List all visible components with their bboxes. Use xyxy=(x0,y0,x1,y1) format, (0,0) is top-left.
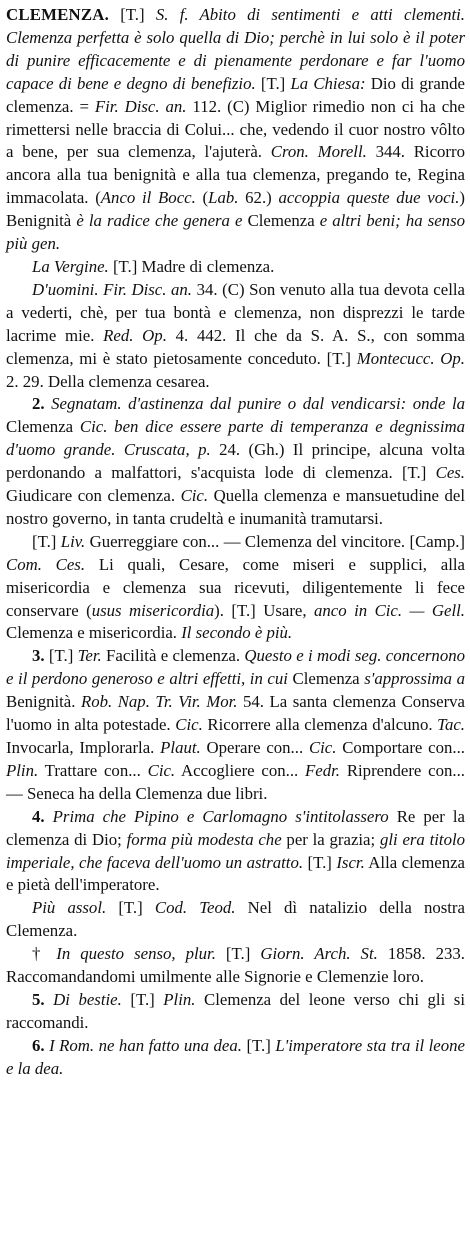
text-segment: 62.) xyxy=(238,188,279,208)
headword: CLEMENZA. xyxy=(6,5,109,24)
text-segment: [T.] xyxy=(120,5,156,24)
text-segment: [T.] xyxy=(215,944,261,964)
sense-number: 3. xyxy=(32,646,49,666)
text-segment: Guerreggiare con... — Clemenza del vincitore. [Camp.] xyxy=(85,531,465,551)
italic-segment: La Vergine. xyxy=(32,256,109,276)
text-segment: Nel dì natalizio della nostra Clemenza. xyxy=(6,898,465,941)
italic-segment: gli era titolo imperiale, che faceva dell'uomo un astratto. xyxy=(6,829,466,872)
text-segment: [T.] xyxy=(255,73,291,93)
italic-segment: accoppia queste due voci. xyxy=(278,188,460,208)
italic-segment: Plaut. xyxy=(160,738,201,757)
italic-segment: Montecucc. Op. xyxy=(356,348,465,368)
italic-segment: Red. Op. xyxy=(103,325,167,345)
text-segment: Clemenza xyxy=(287,669,365,689)
sense-number: 2. xyxy=(32,394,52,414)
text-segment: Facilità e clemenza. xyxy=(101,646,245,666)
text-segment: ). [T.] Usare, xyxy=(214,600,314,620)
text-segment: 4. 442. Il che da S. A. S., con somma clemenza, mi è stato pietosamente conceduto. [T.] xyxy=(6,325,465,368)
italic-segment: Cic. xyxy=(308,738,337,757)
italic-segment: usus misericordia xyxy=(91,600,215,620)
italic-segment: I Rom. ne han fatto una dea. xyxy=(49,1035,242,1055)
entry-paragraph-vergine xyxy=(6,256,465,279)
italic-segment: è la radice che genera e xyxy=(76,211,243,231)
entry-paragraph-definition xyxy=(6,4,465,256)
text-segment: 2. 29. Della clemenza cesarea. xyxy=(6,371,210,391)
italic-segment: Ces. xyxy=(435,463,465,483)
text-segment: Trattare con... xyxy=(38,760,148,780)
text-segment: Giudicare con clemenza. xyxy=(6,486,181,506)
text-segment: Ricorrere alla clemenza d'alcuno. xyxy=(202,715,438,735)
italic-segment: Plin. xyxy=(6,760,39,780)
text-segment: Riprendere con... — Seneca ha della Clemenza due libri. xyxy=(6,760,465,803)
text-segment: Operare con... xyxy=(200,738,309,757)
text-segment: ) Benignità xyxy=(6,188,465,231)
italic-segment: D'uomini. Fir. Disc. an. xyxy=(32,279,192,299)
text-segment: [T.] xyxy=(48,646,78,666)
sense-number: 6. xyxy=(32,1035,50,1055)
text-segment: Alla clemenza e pietà dell'imperatore. xyxy=(6,852,465,895)
italic-segment: Giorn. Arch. St. xyxy=(260,944,378,964)
italic-segment: Di bestie. xyxy=(53,989,122,1009)
text-segment: 54. La santa clemenza Conserva l'uomo in alta potestade. xyxy=(6,692,465,735)
text-segment: † xyxy=(32,944,57,964)
entry-paragraph-uomini xyxy=(6,279,465,394)
text-segment: Comportare con... xyxy=(336,738,465,757)
italic-segment: s'approssima a xyxy=(364,669,465,689)
italic-segment: e altri beni; ha senso più gen. xyxy=(6,211,465,254)
italic-segment: Rob. Nap. Tr. Vir. Mor. xyxy=(80,692,238,712)
entry-paragraph-sense-2-cont xyxy=(6,531,465,646)
text-segment: 112. (C) Miglior rimedio non ci ha che rimettersi nelle braccia di Colui... che, vedendo il cuor nostro vôlto a bene, per sua clemenza, l'ajuterà. xyxy=(6,96,465,162)
text-segment: 344. Ricorro ancora alla tua benignità e alla tua clemenza, pregando te, Regina immacolata. ( xyxy=(6,142,465,208)
text-segment: Re per la clemenza di Dio; xyxy=(6,806,466,849)
entry-paragraph-sense-2 xyxy=(6,393,465,530)
text-segment: [T.] xyxy=(106,898,155,918)
italic-segment: Fedr. xyxy=(305,760,341,780)
text-segment: 34. (C) Son venuto alla tua devota cella a vederti, chè, per tua bontà e clemenza, non disprezzi le tarde lacrime mie. xyxy=(6,279,465,345)
italic-segment: Lab. xyxy=(208,188,239,208)
entry-paragraph-assol xyxy=(6,897,465,943)
entry-paragraph-sense-4 xyxy=(6,806,465,898)
italic-segment: forma più modesta che xyxy=(126,829,282,849)
text-segment: Dio di grande clemenza. = xyxy=(6,73,466,116)
italic-segment: Cic. xyxy=(147,760,176,780)
italic-segment: L'imperatore sta tra il leone e la dea. xyxy=(6,1035,465,1078)
italic-segment: S. f. Abito di sentimenti e atti clementi. Clemenza perfetta è solo quella di Dio; perchè in lui solo è il poter di punire efficacemente e di pienamente perdonare e far l'uomo capace di bene e degno di benefizio. xyxy=(6,5,465,93)
italic-segment: Anco il Bocc. xyxy=(100,188,196,208)
entry-paragraph-sense-6 xyxy=(6,1035,465,1081)
text-segment: 24. (Gh.) Il principe, alcuna volta perdonando a malfattori, s'acquista lode di clemenza. [T.] xyxy=(6,440,465,483)
text-segment: Quella clemenza e mansuetudine del nostro governo, in tanta crudeltà e inumanità tramutarsi. xyxy=(6,486,465,528)
italic-segment: Prima che Pipino e Carlomagno s'intitolassero xyxy=(52,806,389,826)
italic-segment: anco in Cic. — Gell. xyxy=(314,600,465,620)
text-segment: [T.] xyxy=(32,531,61,551)
text-segment: Invocarla, Implorarla. xyxy=(6,738,161,757)
text-segment: ( xyxy=(195,188,209,208)
italic-segment: Segnatam. d'astinenza dal punire o dal vendicarsi: onde la xyxy=(51,394,466,414)
italic-segment: Questo e i modi seg. concernono e il perdono generoso e altri effetti, in cui xyxy=(6,646,465,689)
italic-segment: Cod. Teod. xyxy=(154,898,236,918)
entry-paragraph-sense-3 xyxy=(6,645,465,805)
italic-segment: Cic. xyxy=(180,486,209,506)
entry-paragraph-plural xyxy=(6,943,465,989)
text-segment: Benignità. xyxy=(6,692,81,712)
sense-number: 4. xyxy=(32,806,53,826)
text-segment: [T.] xyxy=(303,852,337,872)
text-segment: Clemenza xyxy=(6,417,80,437)
text-segment: [T.] Madre di clemenza. xyxy=(108,256,275,276)
italic-segment: In questo senso, plur. xyxy=(56,944,216,964)
entry-paragraph-sense-5 xyxy=(6,989,465,1035)
italic-segment: Iscr. xyxy=(336,852,365,872)
italic-segment: Fir. Disc. an. xyxy=(94,96,187,116)
italic-segment: Plin. xyxy=(163,989,196,1009)
text-segment: per la grazia; xyxy=(281,829,380,849)
text-segment: Clemenza xyxy=(242,211,320,231)
italic-segment: Ter. xyxy=(77,646,102,666)
italic-segment: Cron. Morell. xyxy=(270,142,367,162)
italic-segment: Cic. xyxy=(175,715,203,735)
italic-segment: Cic. ben dice essere parte di temperanza e degnissima d'uomo grande. Cruscata, p. xyxy=(6,417,465,460)
text-segment: Li quali, Cesare, come miseri e supplici, alla misericordia e clemenza sua ricevuti, diligentemente li fece conservare ( xyxy=(6,554,465,620)
text-segment: Clemenza del leone verso chi gli si raccomandi. xyxy=(6,989,465,1032)
italic-segment: Liv. xyxy=(60,531,86,551)
text-segment: 1858. 233. Raccomandandomi umilmente alle Signorie e Clemenzie loro. xyxy=(6,944,465,987)
sense-number: 5. xyxy=(32,989,54,1009)
text-segment: Clemenza e misericordia. xyxy=(6,623,182,643)
italic-segment: Il secondo è più. xyxy=(181,623,293,643)
text-segment: Accogliere con... xyxy=(175,760,306,780)
text-segment: [T.] xyxy=(121,989,164,1009)
italic-segment: La Chiesa: xyxy=(290,73,366,93)
italic-segment: Tac. xyxy=(437,715,465,735)
italic-segment: Com. Ces. xyxy=(6,554,86,574)
italic-segment: Più assol. xyxy=(32,898,107,918)
text-segment: [T.] xyxy=(241,1035,276,1055)
